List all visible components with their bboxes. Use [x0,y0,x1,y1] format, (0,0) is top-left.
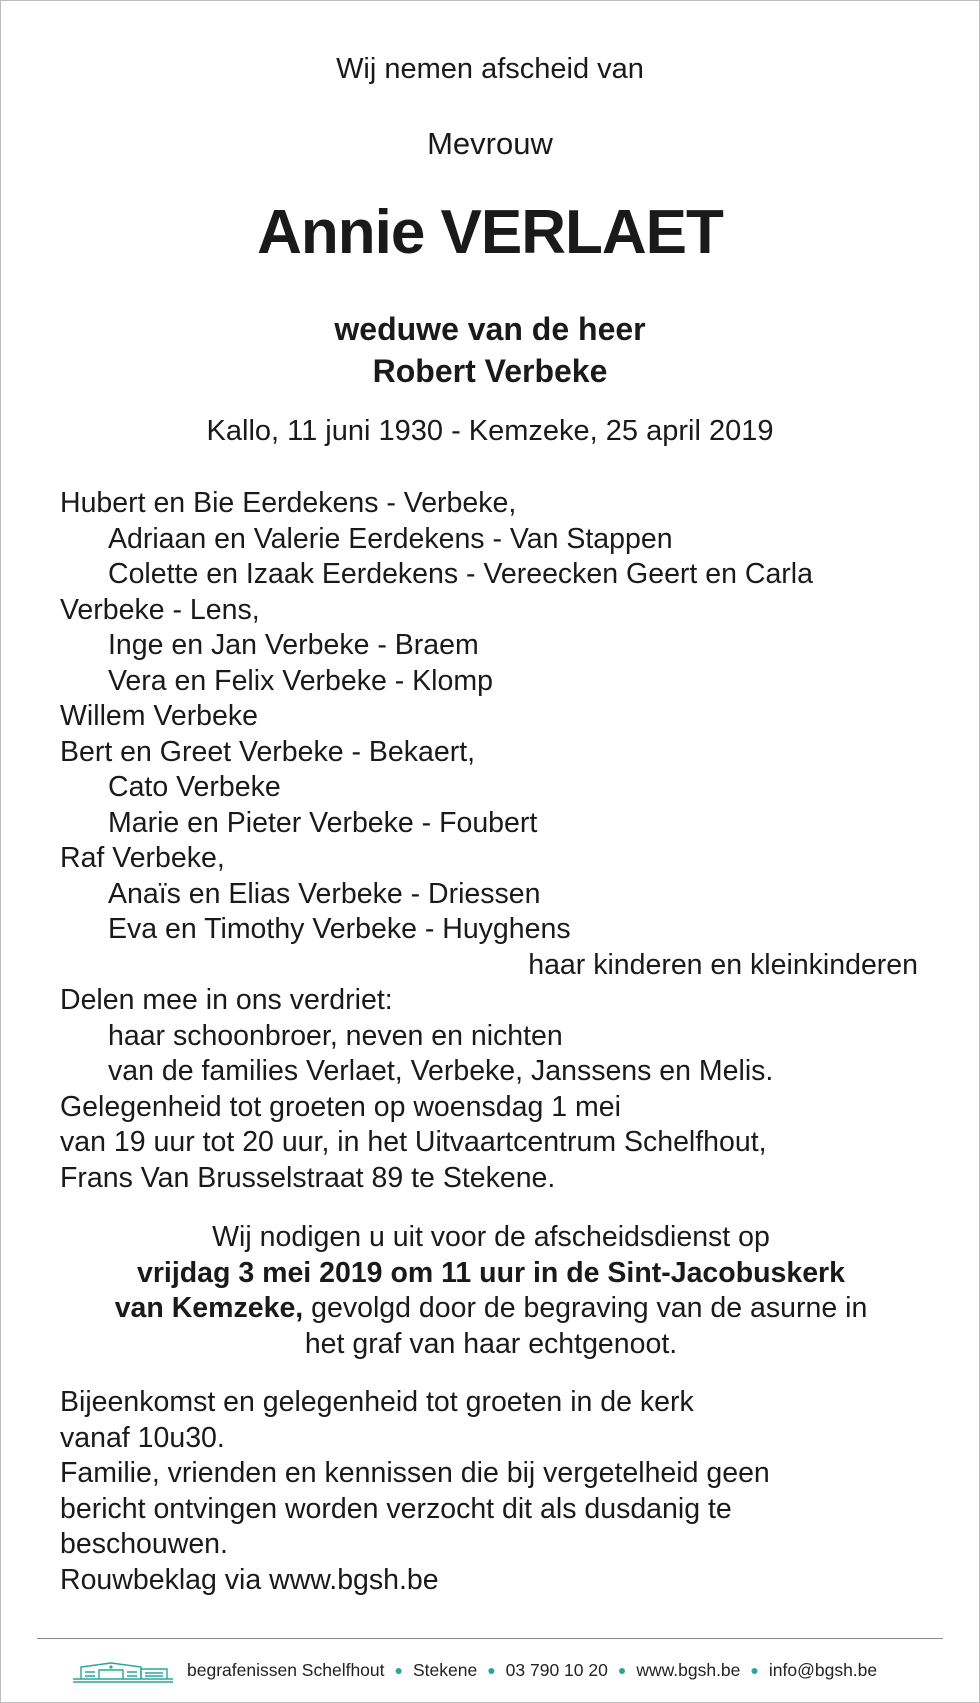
family-line: Raf Verbeke, [60,842,225,874]
family-line: Colette en Izaak Eerdekens - Vereecken Geert en Carla [108,558,813,590]
intro-text: Wij nemen afscheid van [336,53,644,85]
family-line: Hubert en Bie Eerdekens - Verbeke, [60,487,517,519]
closing-line: bericht ontvingen worden verzocht dit als dusdanig te [60,1492,732,1525]
footer [71,1655,949,1685]
family-line: Bert en Greet Verbeke - Bekaert, [60,735,476,768]
family-line: Eva en Timothy Verbeke - Huyghens [108,913,571,945]
widow-line: weduwe van de heer [334,311,646,347]
service-date-location: vrijdag 3 mei 2019 om 11 uur in de Sint-Jacobuskerk [136,1256,846,1289]
separator-dot: ● [487,1662,496,1678]
closing-line: Bijeenkomst en gelegenheid tot groeten in de kerk [60,1386,694,1418]
company-phone: 03 790 10 20 [505,1659,608,1680]
family-line: haar schoonbroer, neven en nichten [108,1019,563,1052]
family-line: van de families Verlaet, Verbeke, Janssens en Melis. [108,1055,774,1087]
family-line: Verbeke - Lens, [60,593,260,626]
family-line: Vera en Felix Verbeke - Klomp [108,664,493,697]
family-line: Anaïs en Elias Verbeke - Driessen [108,877,541,910]
company-website[interactable]: www.bgsh.be [636,1659,741,1680]
company-name: begrafenissen Schelfhout [187,1659,385,1680]
separator-dot: ● [394,1662,403,1678]
company-town: Stekene [412,1659,478,1680]
service-line: het graf van haar echtgenoot. [304,1327,678,1360]
condolence-line: Rouwbeklag via www.bgsh.be [60,1563,439,1596]
visitation-line: Gelegenheid tot groeten op woensdag 1 mei [60,1090,621,1123]
family-line: Inge en Jan Verbeke - Braem [108,629,479,661]
family-line: Adriaan en Valerie Eerdekens - Van Stappen [108,522,673,555]
family-line: Marie en Pieter Verbeke - Foubert [108,806,538,839]
family-list [60,486,940,1196]
visitation-line: van 19 uur tot 20 uur, in het Uitvaartcentrum Schelfhout, [60,1126,767,1158]
deceased-name: Annie VERLAET [257,198,723,267]
family-line: Willem Verbeke [60,700,258,732]
family-line: Delen mee in ons verdriet: [60,984,393,1016]
service-invitation [41,1220,941,1362]
visitation-line: Frans Van Brusselstraat 89 te Stekene. [60,1161,556,1194]
family-line: Cato Verbeke [108,771,281,803]
service-burial-text: gevolgd door de begraving van de asurne in [303,1292,868,1324]
closing-line: Familie, vrienden en kennissen die bij vergetelheid geen [60,1457,770,1489]
separator-dot: ● [750,1662,759,1678]
closing-line: vanaf 10u30. [60,1421,225,1454]
separator-dot: ● [617,1662,627,1678]
funeral-home-building-icon [71,1657,175,1683]
closing-line: beschouwen. [60,1528,228,1560]
footer-divider [37,1638,943,1639]
widow-of [1,308,979,392]
service-church-town: van Kemzeke, [114,1292,304,1324]
salutation: Mevrouw [427,126,553,161]
family-relation: haar kinderen en kleinkinderen [528,948,918,981]
company-email[interactable]: info@bgsh.be [768,1659,878,1680]
closing-text [60,1385,940,1598]
spouse-name: Robert Verbeke [372,353,608,389]
birth-death-dates: Kallo, 11 juni 1930 - Kemzeke, 25 april 2019 [206,415,774,447]
service-line: Wij nodigen u uit voor de afscheidsdienst op [212,1221,770,1253]
